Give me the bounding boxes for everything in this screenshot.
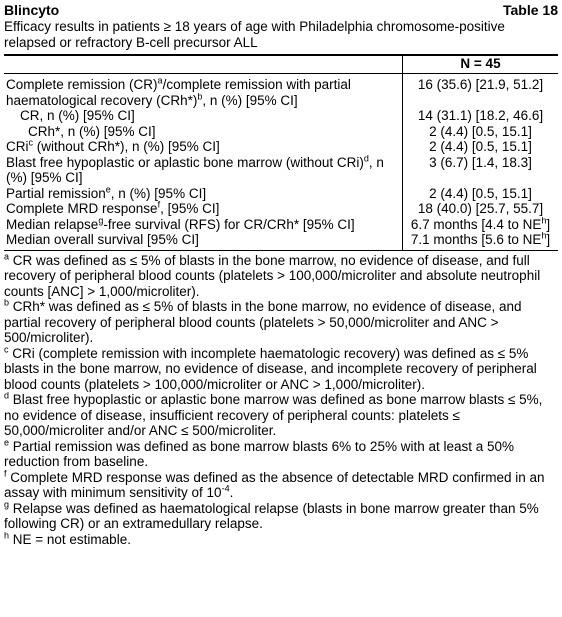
row-label: Complete MRD response$^f$, [95% CI]: [4, 201, 403, 217]
footnote-ref: e: [105, 184, 111, 194]
table-row: [4, 232, 558, 250]
footnote-mark: b: [4, 297, 10, 308]
footnote-mark: a: [4, 251, 10, 261]
row-value: 16 (35.6) [21.9, 51.2]: [417, 77, 544, 92]
column-header: N = 45: [403, 55, 559, 74]
row-value: 6.7 months [4.4 to $NE^h$]: [410, 215, 551, 232]
table-row: [4, 108, 558, 124]
table-header-row: [4, 55, 558, 74]
footnote-mark: c: [4, 344, 9, 354]
footnotes: [4, 253, 558, 548]
footnote-mark: d: [4, 390, 10, 401]
row-value: 2 (4.4) [0.5, 15.1]: [429, 123, 532, 139]
footnote-ref: f: [157, 199, 161, 210]
row-label: CRh*, n (%) [95% CI]: [4, 124, 403, 140]
footnote: $^d$ Blast free hypoplastic or aplastic bone marrow was defined as bone marrow blasts ≤ 5%, no evidence of disease, insufficient recovery of peripheral counts: platelets ≤ 50,000/microliter and/or ANC ≤ 500/microliter.: [4, 390, 543, 438]
drug-name: Blincyto: [4, 2, 60, 18]
row-value: 2 (4.4) [0.5, 15.1]: [429, 139, 532, 154]
footnote: $^f$ Complete MRD response was defined as the absence of detectable MRD confirmed in an assay with minimum sensitivity of $10^{-4}$.: [4, 468, 545, 500]
table-row: [4, 186, 558, 202]
table-caption: Efficacy results in patients ≥ 18 years of age with Philadelphia chromosome-positive relapsed or refractory B-cell precursor ALL: [4, 19, 505, 50]
footnote-mark: e: [4, 437, 10, 447]
footnote-ref: d: [363, 153, 369, 163]
footnote-ref: h: [541, 215, 547, 225]
footnote-ref: h: [541, 230, 547, 241]
row-label: Partial remission$^e$, n (%) [95% CI]: [4, 186, 403, 202]
table-row: [4, 139, 558, 155]
header-empty-cell: [4, 55, 403, 74]
table-row: [4, 124, 558, 140]
footnote-mark: h: [4, 530, 10, 540]
footnote: $^a$ CR was defined as ≤ 5% of blasts in the bone marrow, no evidence of disease, and full recovery of peripheral blood counts (platelets > 100,000/microliter and absolute neutrophil counts [ANC] > 1,000/microliter).: [4, 251, 541, 299]
row-label: CR, n (%) [95% CI]: [4, 108, 403, 124]
exponent: -4: [221, 483, 230, 494]
table-row: [4, 201, 558, 217]
table-number: Table 18: [503, 2, 558, 18]
row-label: Median overall survival [95% CI]: [4, 232, 403, 250]
row-value: 2 (4.4) [0.5, 15.1]: [429, 185, 532, 201]
footnote-ref: g: [98, 215, 104, 225]
table-row: [4, 155, 558, 186]
table-row: [4, 74, 558, 109]
footnote: $^g$ Relapse was defined as haematological relapse (blasts in bone marrow greater than 5% following CR) or an extramedullary relapse.: [4, 499, 539, 531]
row-value: 3 (6.7) [1.4, 18.3]: [429, 154, 532, 170]
efficacy-table: [4, 54, 558, 251]
footnote-ref: a: [157, 75, 163, 86]
row-label: Complete remission (CR)$^a$/complete remission with partial haematological recovery $(CRh*)^b$, n (%) [95% CI]: [4, 74, 403, 109]
footnote: $^e$ Partial remission was defined as bone marrow blasts 6% to 25% with at least a 50% reduction from baseline.: [4, 437, 515, 469]
row-label: Blast free hypoplastic or aplastic bone marrow (without CRi)$^d$, n (%) [95% CI]: [4, 155, 403, 186]
table-row: [4, 217, 558, 233]
document-header: [4, 2, 558, 19]
footnote-ref: b: [197, 91, 203, 101]
footnote: $^h$ NE = not estimable.: [4, 530, 131, 547]
row-value: 7.1 months [5.6 to $NE^h$]: [403, 232, 559, 250]
row-value: 14 (31.1) [18.2, 46.6]: [417, 108, 544, 123]
row-label: Median relapse$^g$-free survival (RFS) for CR/CRh* [95% CI]: [4, 217, 403, 233]
footnote: $^c$ CRi (complete remission with incomplete haematologic recovery) was defined as ≤ 5% blasts in the bone marrow, no evidence of disease, and incomplete recovery of peripheral blood counts (platelets > 100,000/microliter or ANC > 1,000/microliter).: [4, 344, 537, 392]
row-value: 18 (40.0) [25.7, 55.7]: [417, 201, 544, 216]
footnote-mark: f: [4, 468, 7, 478]
footnote: $^b$ CRh* was defined as ≤ 5% of blasts in the bone marrow, no evidence of disease, and partial recovery of peripheral blood counts (platelets > 50,000/microliter and ANC > 500/microliter).: [4, 297, 522, 345]
row-label: CRi$^c$ (without CRh*), n (%) [95% CI]: [4, 139, 403, 155]
footnote-ref: c: [28, 137, 33, 148]
footnote-mark: g: [4, 499, 10, 509]
document-page: [4, 0, 558, 547]
